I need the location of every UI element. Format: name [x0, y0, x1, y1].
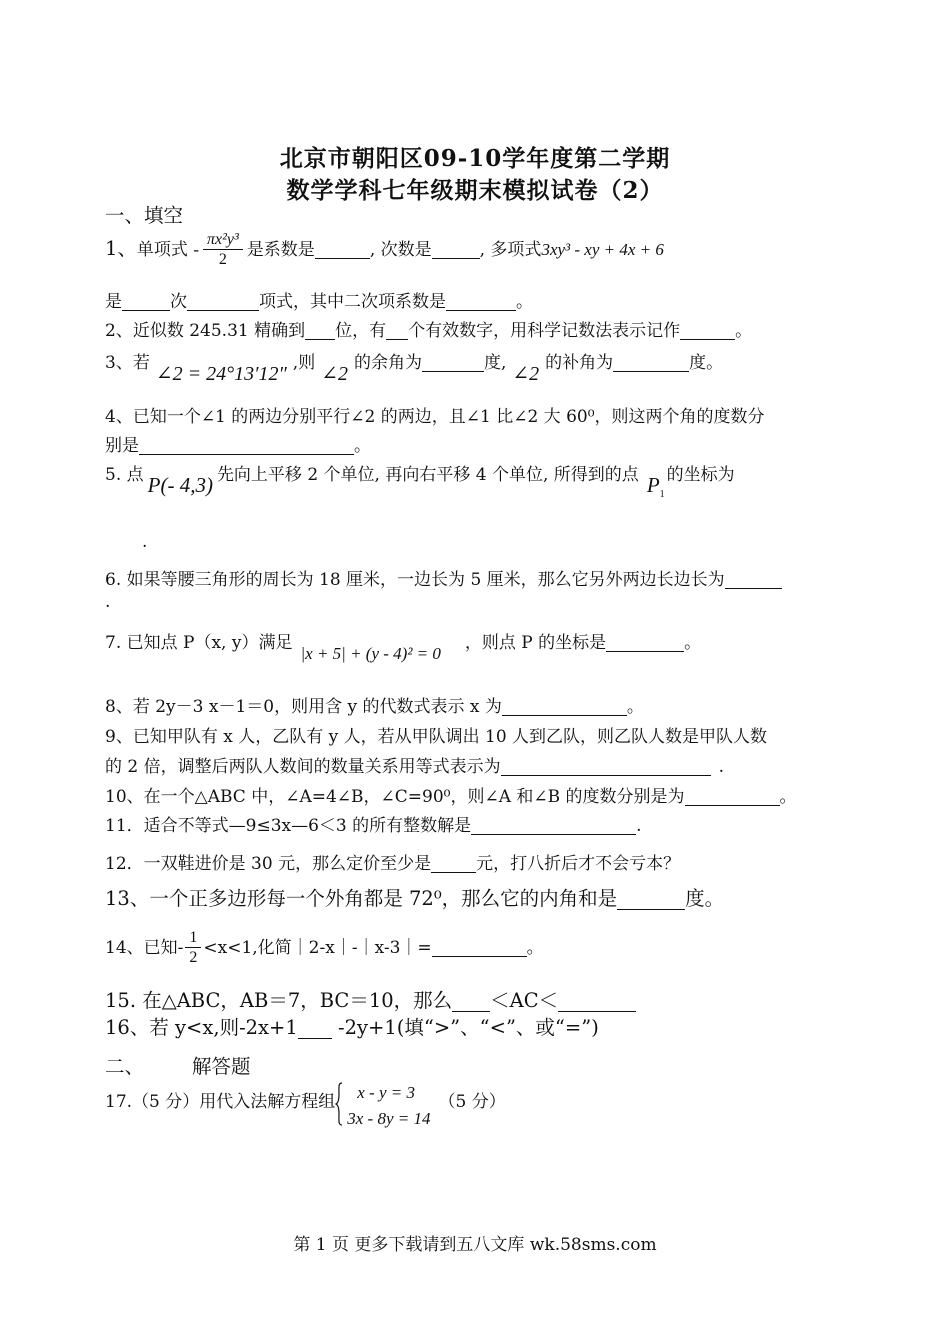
question-9-line2: 的 2 倍，调整后两队人数间的数量关系用等式表示为 .	[105, 757, 725, 777]
q11-blank-solutions[interactable]	[471, 817, 636, 835]
q1-blank-quadratic-coef[interactable]	[446, 293, 516, 311]
q6-blank-sides[interactable]	[725, 571, 782, 589]
question-15: 15. 在△ABC，AB＝7，BC＝10，那么 ＜AC＜	[105, 985, 636, 1013]
q1-blank-degree[interactable]	[432, 241, 480, 259]
q5-point: P(- 4,3)	[147, 473, 213, 497]
q7-condition: |x + 5| + (y - 4)² = 0	[300, 644, 441, 663]
question-4-line2: 别是 。	[105, 436, 371, 456]
q12-blank-price[interactable]	[431, 855, 476, 873]
q2-blank-scientific[interactable]	[680, 322, 735, 340]
q1-blank-poly-degree[interactable]	[122, 293, 170, 311]
page-title-line1: 北京市朝阳区09-10学年度第二学期	[279, 145, 671, 172]
question-14: 14、已知- $\frac{1}{2}$ <x<1,化简｜2-x｜-｜x-3｜= 。	[105, 928, 544, 969]
question-9-line1: 9、已知甲队有 x 人，乙队有 y 人，若从甲队调出 10 人到乙队，则乙队人数是甲队人数	[105, 727, 768, 747]
question-3: 3、若 ∠2 = 24°13′12″ ,则 ∠2 的余角为 度, ∠2 的补角为 度。	[105, 353, 724, 385]
question-13: 13、一个正多边形每一个外角都是 72⁰，那么它的内角和是 度。	[105, 887, 725, 910]
q17-equation-1: x - y = 3	[357, 1083, 415, 1102]
question-8: 8、若 2y－3 x－1＝0，则用含 y 的代数式表示 x 为 。	[105, 697, 644, 717]
q6-dot: .	[105, 592, 111, 612]
q5-answer-dot: .	[142, 532, 148, 552]
question-4-line1: 4、已知一个∠1 的两边分别平行∠2 的两边，且∠1 比∠2 大 60⁰，则这两个角的度数分	[105, 407, 765, 427]
question-16: 16、若 y<x,则-2x+1 -2y+1(填“>”、“<”、或“=”)	[105, 1016, 599, 1039]
question-2: 2、近似数 245.31 精确到 位，有 个有效数字，用科学记数法表示记作 。	[105, 321, 753, 341]
q13-blank-angle-sum[interactable]	[617, 889, 685, 910]
q9-blank-equation[interactable]	[501, 758, 711, 776]
q14-blank-result[interactable]	[432, 939, 527, 957]
question-10: 10、在一个△ABC 中，∠A=4∠B，∠C=90⁰，则∠A 和∠B 的度数分别是为 。	[105, 787, 797, 807]
question-17: 17.（5 分）用代入法解方程组 x - y = 3 3x - 8y = 14 （5 分）	[105, 1080, 506, 1132]
q15-blank-lower[interactable]	[452, 991, 490, 1012]
question-1-line1: 1、单项式 - $\frac{\text{πx²y³}}{2}$ 是系数是 , 次数是 , 多项式3xy³ - xy + 4x + 6	[105, 230, 664, 271]
question-12: 12．一双鞋进价是 30 元，那么定价至少是 元，打八折后才不会亏本？	[105, 854, 681, 874]
q1-polynomial: 3xy³ - xy + 4x + 6	[541, 240, 664, 259]
question-5: 5. 点 P(- 4,3) 先向上平移 2 个单位, 再向右平移 4 个单位, 所得到的点 $P_1$的坐标为	[105, 465, 735, 501]
q8-blank-expression[interactable]	[502, 698, 627, 716]
q1-blank-coefficient[interactable]	[315, 241, 370, 259]
question-7: 7. 已知点 P（x, y）满足|x + 5| + (y - 4)² = 0，则点 P 的坐标是 。	[105, 633, 702, 663]
q1-blank-poly-terms[interactable]	[187, 293, 259, 311]
q7-blank-coords[interactable]	[606, 634, 684, 652]
page-title-line2: 数学学科七年级期末模拟试卷（2）	[286, 177, 664, 204]
brace-icon	[335, 1082, 343, 1126]
q3-blank-supplement[interactable]	[613, 354, 689, 372]
q15-blank-upper[interactable]	[558, 991, 636, 1012]
question-6: 6. 如果等腰三角形的周长为 18 厘米，一边长为 5 厘米，那么它另外两边长边长为	[105, 565, 782, 590]
q4-blank-angles[interactable]	[139, 437, 354, 455]
question-11: 11．适合不等式—9≤3x—6＜3 的所有整数解是 .	[105, 816, 642, 836]
q16-blank-compare[interactable]	[298, 1018, 332, 1039]
q1-fraction: $\frac{\text{πx²y³}}{2}$	[203, 230, 243, 271]
q2-blank-sigfigs[interactable]	[386, 322, 408, 340]
question-1-line2: 是 次 项式，其中二次项系数是 。	[105, 292, 533, 312]
q17-equation-2: 3x - 8y = 14	[347, 1109, 431, 1128]
q3-angle-expression: ∠2 = 24°13′12″	[155, 363, 287, 385]
q2-blank-place[interactable]	[305, 322, 335, 340]
q3-angle-2: ∠2	[512, 363, 540, 385]
q14-fraction: $\frac{1}{2}$	[185, 928, 201, 969]
section-solve-heading: 二、 解答题	[105, 1055, 251, 1078]
page-footer: 第 1 页 更多下载请到五八文库 wk.58sms.com	[293, 1235, 657, 1255]
q3-blank-complement[interactable]	[422, 354, 484, 372]
q5-point-p1: $P_1$	[646, 473, 665, 501]
q17-equation-system	[335, 1080, 430, 1132]
section-fill-in-heading: 一、填空	[105, 204, 184, 227]
q10-blank-angles[interactable]	[685, 788, 780, 806]
